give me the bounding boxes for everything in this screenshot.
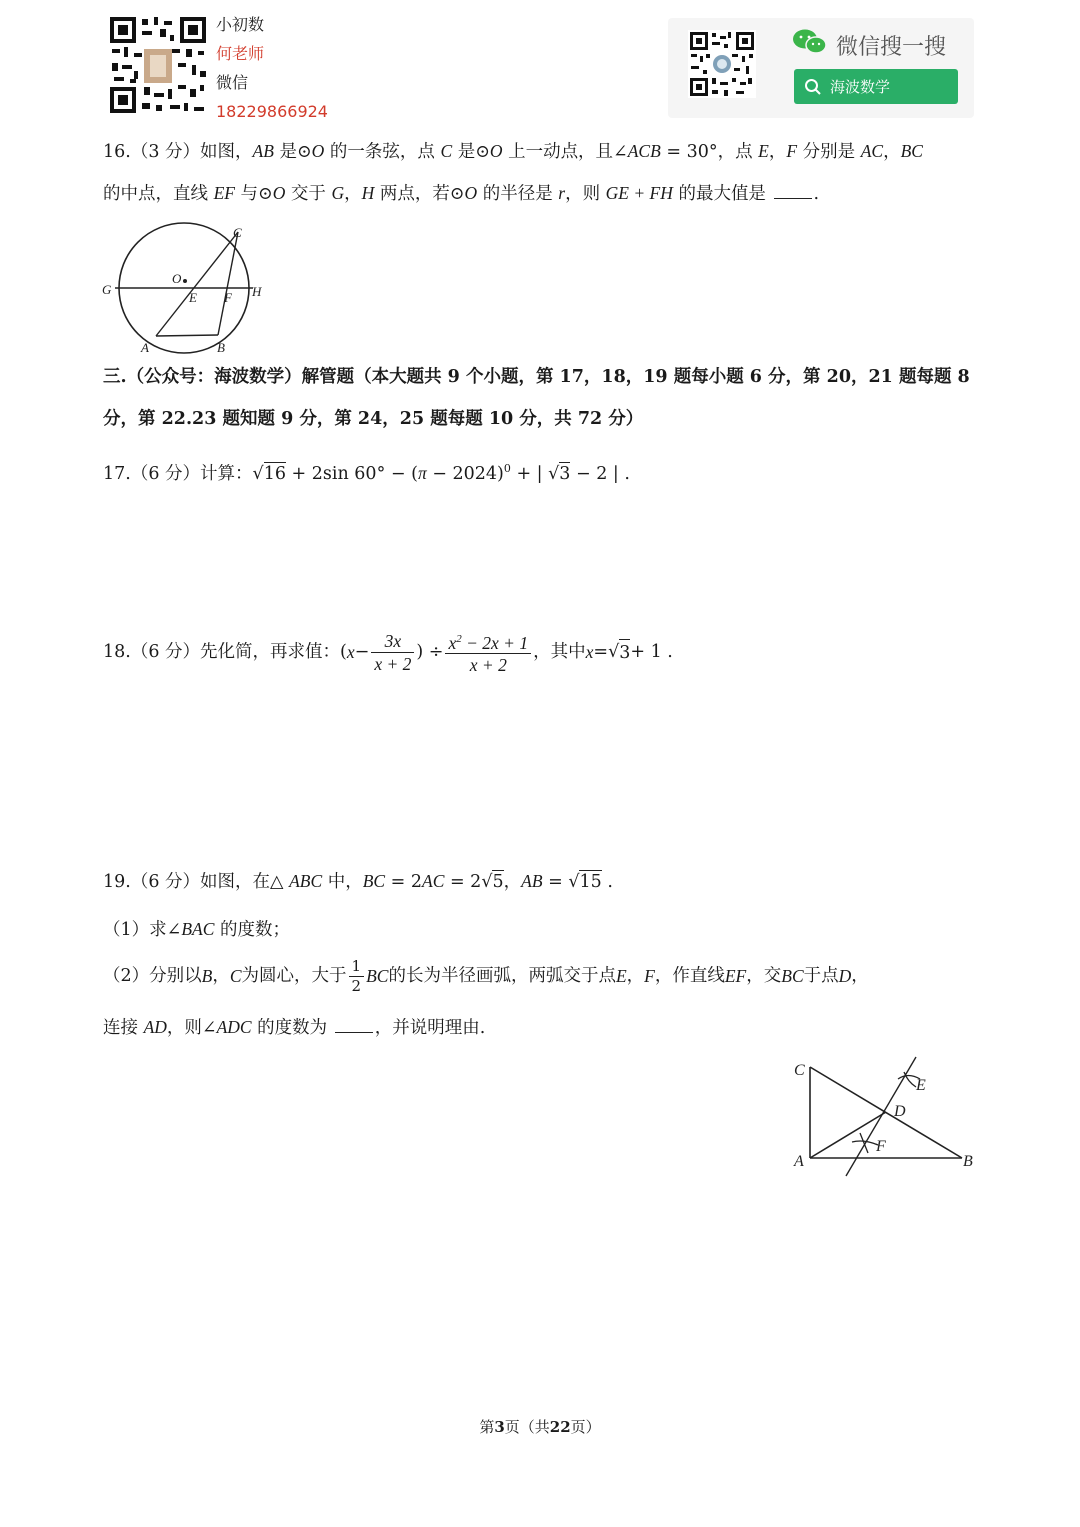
qr-label-phone: 18229866924 (216, 102, 328, 121)
label-d: D (894, 1103, 906, 1120)
label-c: C (233, 225, 242, 240)
q17: 17.（6 分）计算：√16 + 2sin $60^\circ - (\pi - 2024)^0$ + | √3 − 2 | . (103, 462, 630, 484)
label-b: B (217, 340, 225, 355)
qr-code-right (688, 30, 756, 98)
segment-ad (810, 1112, 886, 1158)
q18: 18.（6 分）先化简，再求值： ( x − $\frac{3x}{x + 2}$ ) ÷ $\frac{x^2 - 2x + 1}{x + 2}$ ，其中 x = √ 3 + 1 . (103, 628, 673, 676)
qr-code-left (108, 15, 208, 115)
label-f: F (876, 1138, 886, 1155)
label-h: H (252, 284, 262, 299)
label-b: B (963, 1153, 973, 1170)
label-e: E (189, 290, 197, 305)
label-a: A (794, 1153, 804, 1170)
label-o: O (172, 271, 182, 286)
answer-blank (335, 1018, 373, 1033)
q19-triangle-figure (790, 1055, 980, 1180)
qr-label-teacher: 何老师 (216, 44, 265, 63)
header (0, 0, 1080, 130)
fraction-half: $\frac{1}{2}$ (349, 957, 365, 996)
q16-line2: 的中点，直线 EF 与⊙O 交于 G，H 两点，若⊙O 的半径是 r，则 GE + FH 的最大值是 . (103, 183, 820, 204)
q19-sub1: （1）求∠BAC 的度数； (103, 919, 290, 940)
segment-ac (156, 232, 238, 336)
q16-circle-figure (98, 222, 270, 357)
label-a: A (141, 340, 149, 355)
wechat-search-panel (668, 18, 974, 118)
wechat-search-label: 微信搜一搜 (836, 35, 947, 60)
page-number: 3 (494, 1418, 505, 1436)
chord-ab (156, 335, 218, 336)
wechat-search-button-label: 海波数学 (830, 78, 891, 96)
answer-blank (774, 184, 812, 199)
label-e: E (916, 1077, 926, 1094)
wechat-search-button[interactable] (794, 69, 958, 104)
q16-line1: 16.（3 分）如图，AB 是⊙O 的一条弦，点 C 是⊙O 上一动点，且∠ACB = 30°，点 E，F 分别是 AC，BC (103, 141, 923, 162)
q19-line3: 连接 AD，则∠ADC 的度数为 ，并说明理由. (103, 1017, 486, 1038)
section3-heading-line2: 分，第 22.23 题知题 9 分，第 24，25 题每题 10 分，共 72 分） (103, 409, 644, 429)
q19-line1: 19.（6 分）如图，在△ ABC 中，BC = 2AC = 2√5，AB = √15 . (103, 871, 613, 892)
label-f: F (224, 290, 232, 305)
segment-bc (218, 232, 238, 335)
fraction-quadratic: $\frac{x^2 - 2x + 1}{x + 2}$ (445, 628, 531, 677)
q19-sub2: （2）分别以 B ， C 为圆心，大于 $\frac{1}{2}$ BC 的长为半径画弧，两弧交于点 E ， F ，作直线 EF ，交 BC 于点 D ， (103, 956, 869, 995)
fraction-3x: $\frac{3x}{x + 2}$ (371, 630, 414, 675)
label-g: G (102, 282, 112, 297)
page-total: 22 (549, 1418, 571, 1436)
page-footer: 第3页（共22页） (479, 1418, 601, 1436)
qr-label-wechat: 微信 (216, 73, 249, 92)
qr-label-title: 小初数 (216, 15, 265, 34)
wechat-logo-icon (792, 28, 828, 56)
search-icon (804, 78, 822, 96)
center-point (183, 279, 187, 283)
section3-heading-line1: 三.（公众号：海波数学）解管题（本大题共 9 个小题，第 17，18，19 题每小题 6 分，第 20，21 题每题 8 (103, 367, 970, 387)
label-c: C (794, 1062, 805, 1079)
